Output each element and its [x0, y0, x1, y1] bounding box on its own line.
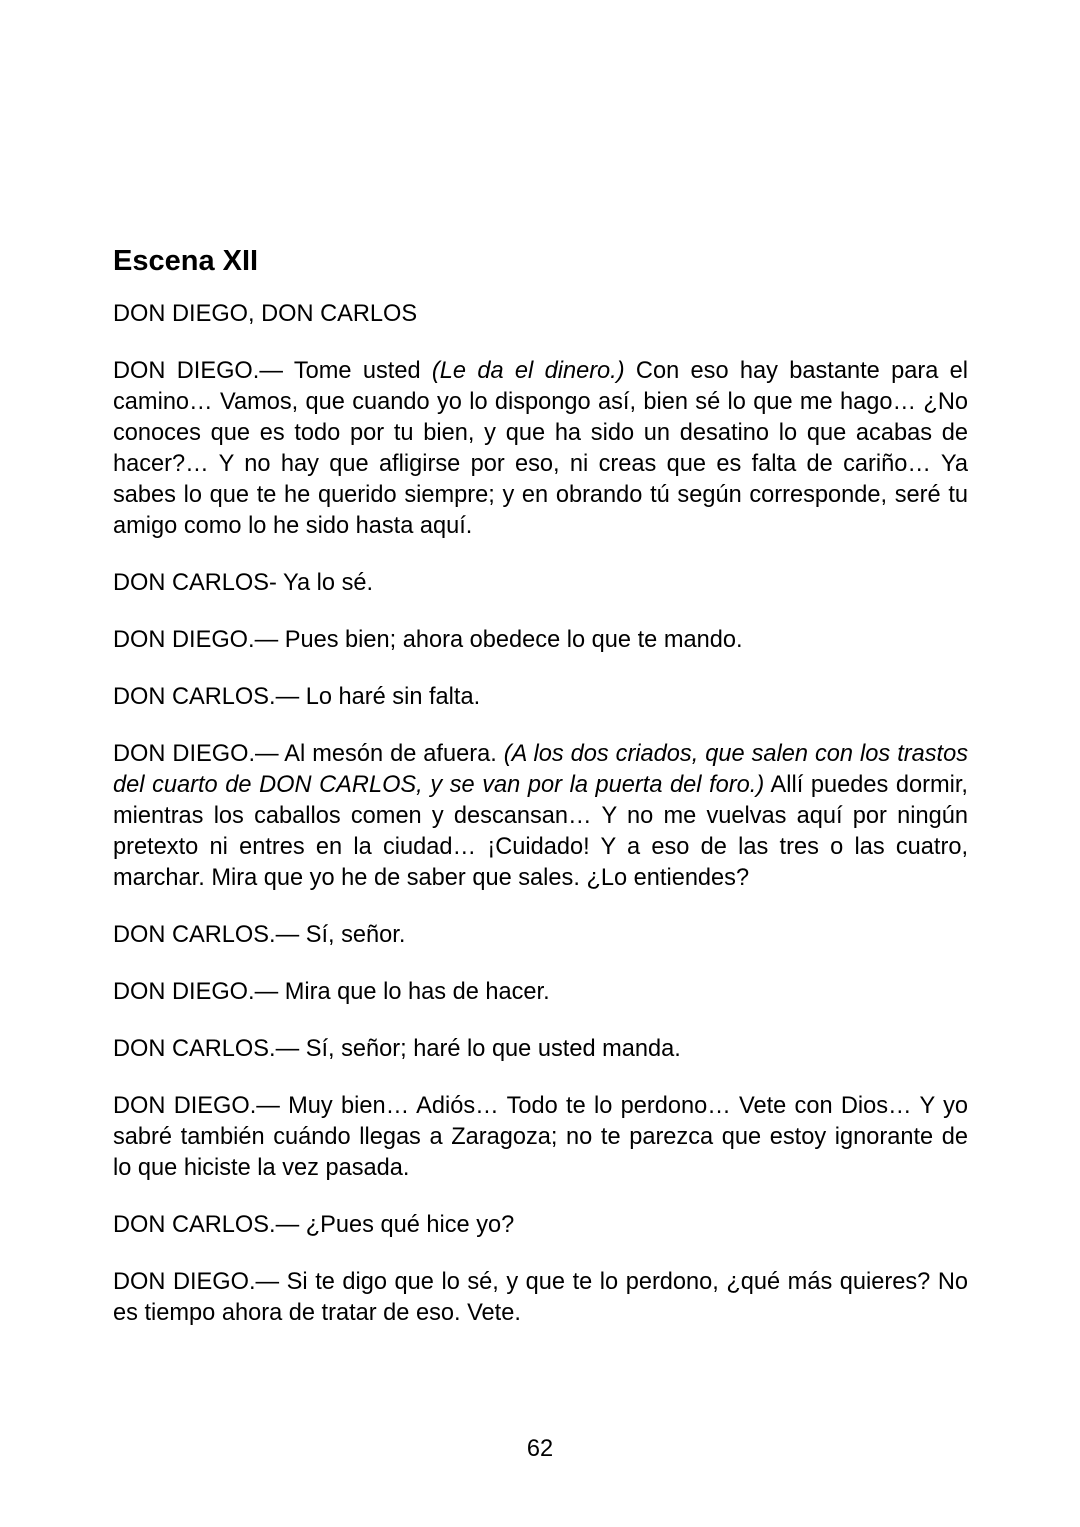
dialogue-text: Allí puedes dormir, mientras los caballos comen y descansan… Y no me vuelvas aquí por ningún pretexto ni entres en la ciudad… ¡Cuidado! Y a eso de las tres o las cuatro, marchar. Mira que yo he de saber que sales. ¿Lo entiendes? — [113, 772, 968, 891]
dialogue-text: DON CARLOS.— ¿Pues qué hice yo? — [113, 1212, 515, 1238]
dialogue-paragraph — [113, 568, 968, 599]
scene-title: Escena XII — [113, 245, 259, 277]
dialogue — [113, 356, 968, 1329]
dialogue-paragraph — [113, 739, 968, 894]
dialogue-text: DON CARLOS.— Sí, señor; haré lo que usted manda. — [113, 1036, 681, 1062]
dialogue-text: DON DIEGO.— Muy bien… Adiós… Todo te lo perdono… Vete con Dios… Y yo sabré también cuándo llegas a Zaragoza; no te parezca que estoy ignorante de lo que hiciste la vez pasada. — [113, 1093, 968, 1181]
dialogue-paragraph — [113, 1210, 968, 1241]
dialogue-text: DON DIEGO.— Mira que lo has de hacer. — [113, 979, 550, 1005]
dialogue-paragraph — [113, 1034, 968, 1065]
dialogue-paragraph — [113, 356, 968, 542]
stage-direction: (A los dos criados, que salen con los trastos del cuarto de DON CARLOS, y se van por la puerta del foro.) — [113, 741, 969, 798]
dialogue-text: DON CARLOS- Ya lo sé. — [113, 570, 374, 596]
page-number: 62 — [526, 1436, 554, 1462]
characters-line: DON DIEGO, DON CARLOS — [113, 301, 418, 327]
dialogue-text: Con eso hay bastante para el camino… Vamos, que cuando yo lo dispongo así, bien sé lo que me hago… ¿No conoces que es todo por tu bien, y que ha sido un desatino lo que acabas de hacer?… Y no hay que afligirse por eso, ni creas que es falta de cariño… Ya sabes lo que te he querido siempre; y en obrando tú según corresponde, seré tu amigo como lo he sido hasta aquí. — [113, 358, 969, 539]
dialogue-paragraph — [113, 977, 968, 1008]
dialogue-paragraph — [113, 682, 968, 713]
dialogue-paragraph — [113, 1267, 968, 1329]
dialogue-paragraph — [113, 625, 968, 656]
stage-direction: (Le da el dinero.) — [431, 358, 625, 384]
dialogue-text: DON CARLOS.— Sí, señor. — [113, 922, 406, 948]
dialogue-text: DON DIEGO.— Al mesón de afuera. — [113, 741, 504, 767]
dialogue-text: DON DIEGO.— Pues bien; ahora obedece lo que te mando. — [113, 627, 743, 653]
dialogue-text: DON DIEGO.— Tome usted — [113, 358, 432, 384]
page-content — [113, 243, 968, 1355]
dialogue-text: DON CARLOS.— Lo haré sin falta. — [113, 684, 481, 710]
dialogue-paragraph — [113, 920, 968, 951]
dialogue-paragraph — [113, 1091, 968, 1184]
dialogue-text: DON DIEGO.— Si te digo que lo sé, y que te lo perdono, ¿qué más quieres? No es tiempo ahora de tratar de eso. Vete. — [113, 1269, 968, 1326]
